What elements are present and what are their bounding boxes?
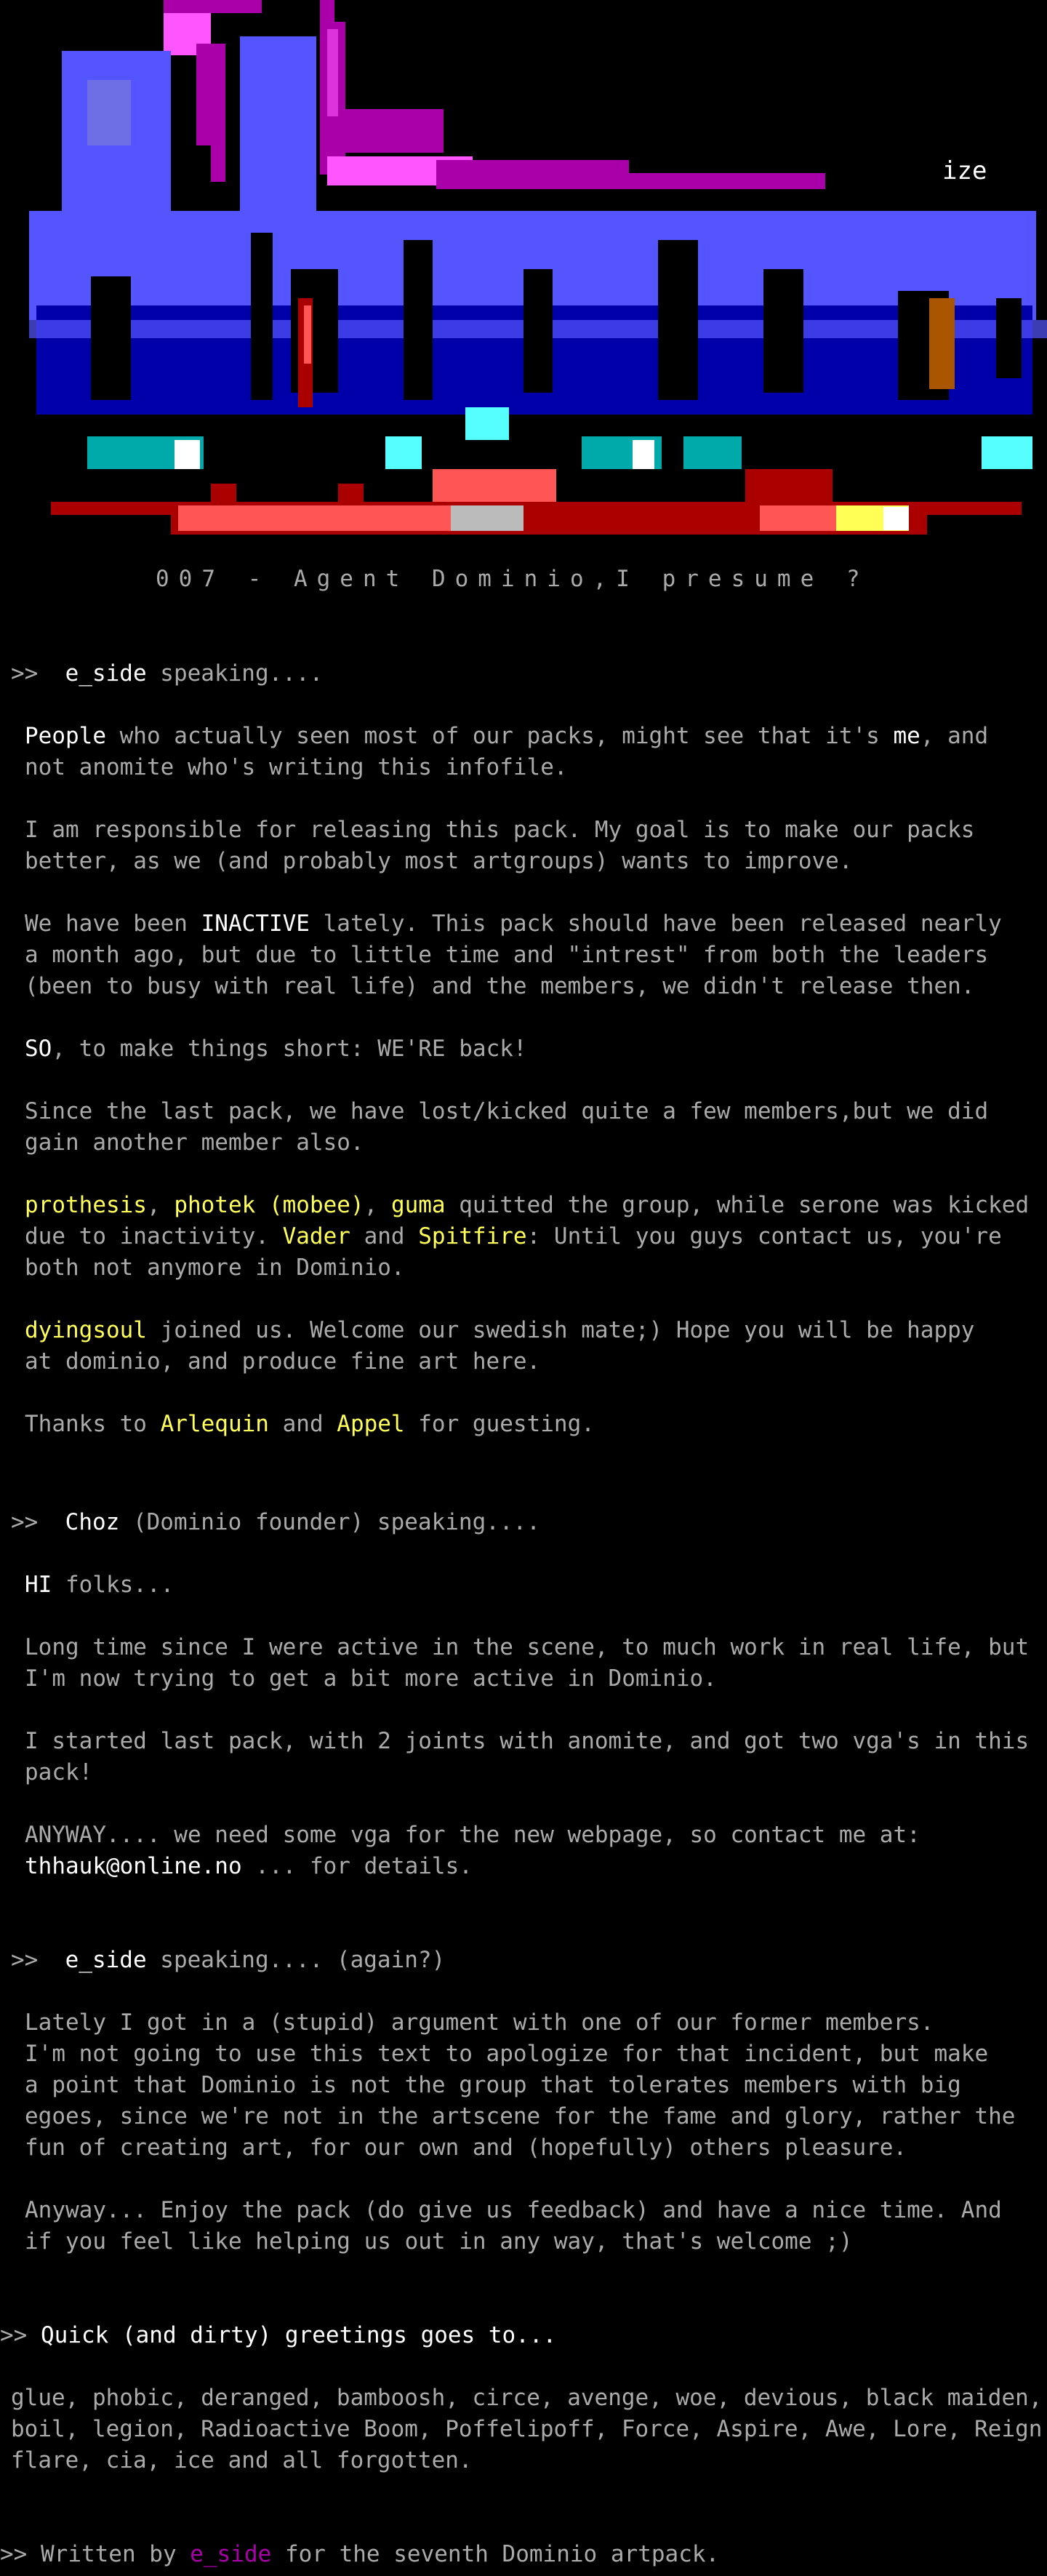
- paragraph-line: SO, to make things short: WE'RE back!: [25, 1036, 527, 1062]
- logo-tag: ize: [942, 156, 987, 185]
- paragraph-line: at dominio, and produce fine art here.: [25, 1348, 541, 1375]
- paragraph-line: Since the last pack, we have lost/kicked quite a few members,but we did: [25, 1098, 989, 1124]
- paragraph-line: Long time since I were active in the scene, to much work in real life, but: [25, 1634, 1030, 1660]
- paragraph-line: a month ago, but due to little time and "intrest" from both the leaders: [25, 942, 989, 968]
- section-header-eside-again: >> e_side speaking.... (again?): [11, 1947, 446, 1973]
- logo-blue-letters: [29, 36, 1047, 415]
- paragraph-line: fun of creating art, for our own and (hopefully) others pleasure.: [25, 2135, 907, 2161]
- footer-credit: >> Written by e_side for the seventh Dominio artpack.: [0, 2541, 720, 2567]
- paragraph-line: both not anymore in Dominio.: [25, 1255, 405, 1281]
- dominio-logo: [0, 0, 1047, 553]
- greetings-header: >> Quick (and dirty) greetings goes to...: [0, 2322, 557, 2348]
- paragraph-line: I am responsible for releasing this pack. My goal is to make our packs: [25, 817, 975, 843]
- greetings-line: flare, cia, ice and all forgotten.: [11, 2447, 473, 2473]
- paragraph-line: due to inactivity. Vader and Spitfire: Until you guys contact us, you're: [25, 1223, 1002, 1249]
- paragraph-line: not anomite who's writing this infofile.: [25, 754, 568, 780]
- logo-cyan-highlights: [87, 407, 1032, 469]
- paragraph-line: if you feel like helping us out in any way, that's welcome ;): [25, 2228, 853, 2255]
- author-name: e_side: [190, 2541, 272, 2567]
- paragraph-line: thhauk@online.no ... for details.: [25, 1853, 473, 1879]
- paragraph-line: prothesis, photek (mobee), guma quitted the group, while serone was kicked: [25, 1192, 1030, 1218]
- paragraph-line: Anyway... Enjoy the pack (do give us feedback) and have a nice time. And: [25, 2197, 1002, 2223]
- paragraph-line: pack!: [25, 1759, 93, 1785]
- logo-red-underline: [51, 469, 1022, 535]
- greetings-line: glue, phobic, deranged, bamboosh, circe, avenge, woe, devious, black maiden,: [11, 2385, 1043, 2411]
- paragraph-line: People who actually seen most of our packs, might see that it's me, and: [25, 723, 989, 749]
- contact-email: thhauk@online.no: [25, 1853, 242, 1879]
- paragraph-line: gain another member also.: [25, 1129, 364, 1156]
- paragraph-line: a point that Dominio is not the group that tolerates members with big: [25, 2072, 961, 2098]
- paragraph-line: HI folks...: [25, 1572, 174, 1598]
- paragraph-line: I'm now trying to get a bit more active in Dominio.: [25, 1665, 717, 1692]
- paragraph-line: We have been INACTIVE lately. This pack should have been released nearly: [25, 911, 1002, 937]
- paragraph-line: dyingsoul joined us. Welcome our swedish mate;) Hope you will be happy: [25, 1317, 975, 1343]
- paragraph-line: better, as we (and probably most artgroups) wants to improve.: [25, 848, 853, 874]
- paragraph-line: (been to busy with real life) and the members, we didn't release then.: [25, 973, 975, 999]
- pack-title: 007 - Agent Dominio,I presume ?: [156, 566, 870, 592]
- paragraph-line: I started last pack, with 2 joints with anomite, and got two vga's in this: [25, 1728, 1030, 1754]
- section-header-choz: >> Choz (Dominio founder) speaking....: [11, 1509, 540, 1535]
- paragraph-line: egoes, since we're not in the artscene for the fame and glory, rather the: [25, 2103, 1016, 2129]
- greetings-line: boil, legion, Radioactive Boom, Poffelipoff, Force, Aspire, Awe, Lore, Reign: [11, 2416, 1043, 2442]
- paragraph-line: Lately I got in a (stupid) argument with one of our former members.: [25, 2009, 934, 2036]
- paragraph-line: I'm not going to use this text to apologize for that incident, but make: [25, 2041, 989, 2067]
- paragraph-line: Thanks to Arlequin and Appel for guesting.: [25, 1411, 595, 1437]
- section-header-eside: >> e_side speaking....: [11, 660, 324, 687]
- paragraph-line: ANYWAY.... we need some vga for the new webpage, so contact me at:: [25, 1822, 920, 1848]
